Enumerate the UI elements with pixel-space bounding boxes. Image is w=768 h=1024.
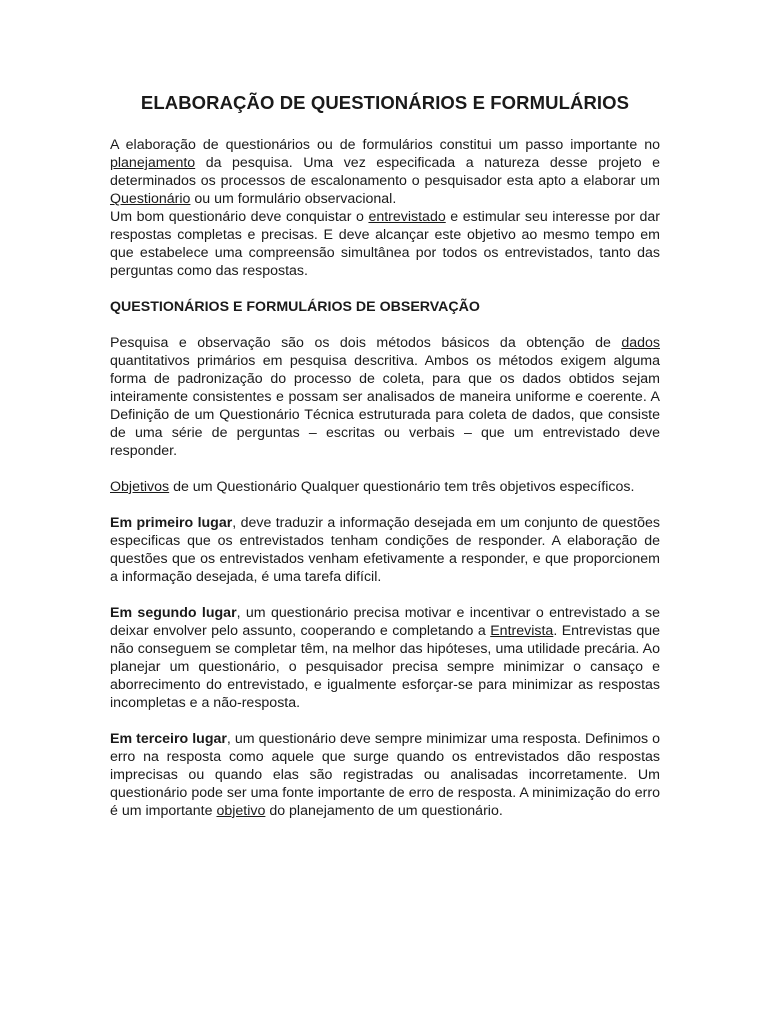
text-run: quantitativos primários em pesquisa descritiva. Ambos os métodos exigem alguma forma de padronização do processo de coleta, para que os dados obtidos sejam inteiramente consistentes e possam ser analisados de maneira uniforme e coerente. A Definição de um Questionário Técnica estruturada para coleta de dados, que consiste de uma série de perguntas – escritas ou verbais – que um entrevistado deve responder.: [110, 353, 660, 459]
document-title: ELABORAÇÃO DE QUESTIONÁRIOS E FORMULÁRIOS: [140, 92, 630, 113]
questionario-link[interactable]: Questionário: [110, 191, 191, 207]
second-objective-paragraph: [110, 604, 660, 712]
text-run: de um Questionário Qualquer questionário tem três objetivos específicos.: [169, 479, 635, 495]
text-run: , um questionário deve sempre minimizar uma resposta. Definimos o erro na resposta como aquele que surge quando os entrevistados dão respostas imprecisas ou quando elas são registradas ou analisadas incorretamente. Um questionário pode ser uma fonte importante de erro de resposta. A minimização do erro é um importante: [110, 731, 661, 819]
document-body: [110, 92, 660, 820]
text-run: , deve traduzir a informação desejada em um conjunto de questões especificas que os entrevistados tenham condições de responder. A elaboração de questões que os entrevistados venham efetivamente a responder, e que proporcionem a informação desejada, é uma tarefa difícil.: [110, 515, 660, 585]
intro-paragraph-2: [110, 208, 660, 280]
text-run: A elaboração de questionários ou de formulários constitui um passo importante no: [110, 137, 660, 153]
objetivo-link[interactable]: objetivo: [216, 803, 266, 819]
entrevistado-link[interactable]: entrevistado: [368, 209, 446, 225]
planejamento-link[interactable]: planejamento: [110, 155, 196, 171]
spacer: [110, 460, 660, 478]
text-run: do planejamento de um questionário.: [265, 803, 503, 819]
text-run: ou um formulário observacional.: [190, 191, 397, 207]
entrevista-link[interactable]: Entrevista: [490, 623, 554, 639]
text-run: e estimular seu interesse por dar respostas completas e precisas. E deve alcançar este objetivo ao mesmo tempo em que estabelece uma compreensão simultânea por todos os entrevistados, tanto das perguntas como das respostas.: [110, 209, 660, 279]
section-heading: QUESTIONÁRIOS E FORMULÁRIOS DE OBSERVAÇÃO: [110, 299, 480, 315]
dados-link[interactable]: dados: [621, 335, 660, 351]
first-objective-paragraph: [110, 514, 660, 586]
objetivos-link[interactable]: Objetivos: [110, 479, 170, 495]
objectives-paragraph: [110, 478, 660, 496]
text-run: Pesquisa e observação são os dois métodos básicos da obtenção de: [110, 335, 622, 351]
spacer: [110, 316, 660, 334]
spacer: [110, 712, 660, 730]
text-run: , um questionário precisa motivar e incentivar o entrevistado a se deixar envolver pelo assunto, cooperando e completando a: [110, 605, 660, 639]
first-objective-lead: Em primeiro lugar: [110, 515, 233, 531]
second-objective-lead: Em segundo lugar: [110, 605, 237, 621]
spacer: [110, 280, 660, 298]
text-run: . Entrevistas que não conseguem se completar têm, na melhor das hipóteses, uma utilidade precária. Ao planejar um questionário, o pesquisador precisa sempre minimizar o cansaço e aborrecimento do entrevistado, e igualmente esforçar-se para minimizar as respostas incompletas e a não-resposta.: [110, 623, 660, 711]
spacer: [110, 586, 660, 604]
methods-paragraph: [110, 334, 660, 460]
intro-paragraph: [110, 136, 660, 208]
third-objective-paragraph: [110, 730, 660, 820]
third-objective-lead: Em terceiro lugar: [110, 731, 227, 747]
text-run: da pesquisa. Uma vez especificada a natureza desse projeto e determinados os processos de escalonamento o pesquisador esta apto a elaborar um: [110, 155, 660, 189]
text-run: Um bom questionário deve conquistar o: [110, 209, 369, 225]
spacer: [110, 496, 660, 514]
